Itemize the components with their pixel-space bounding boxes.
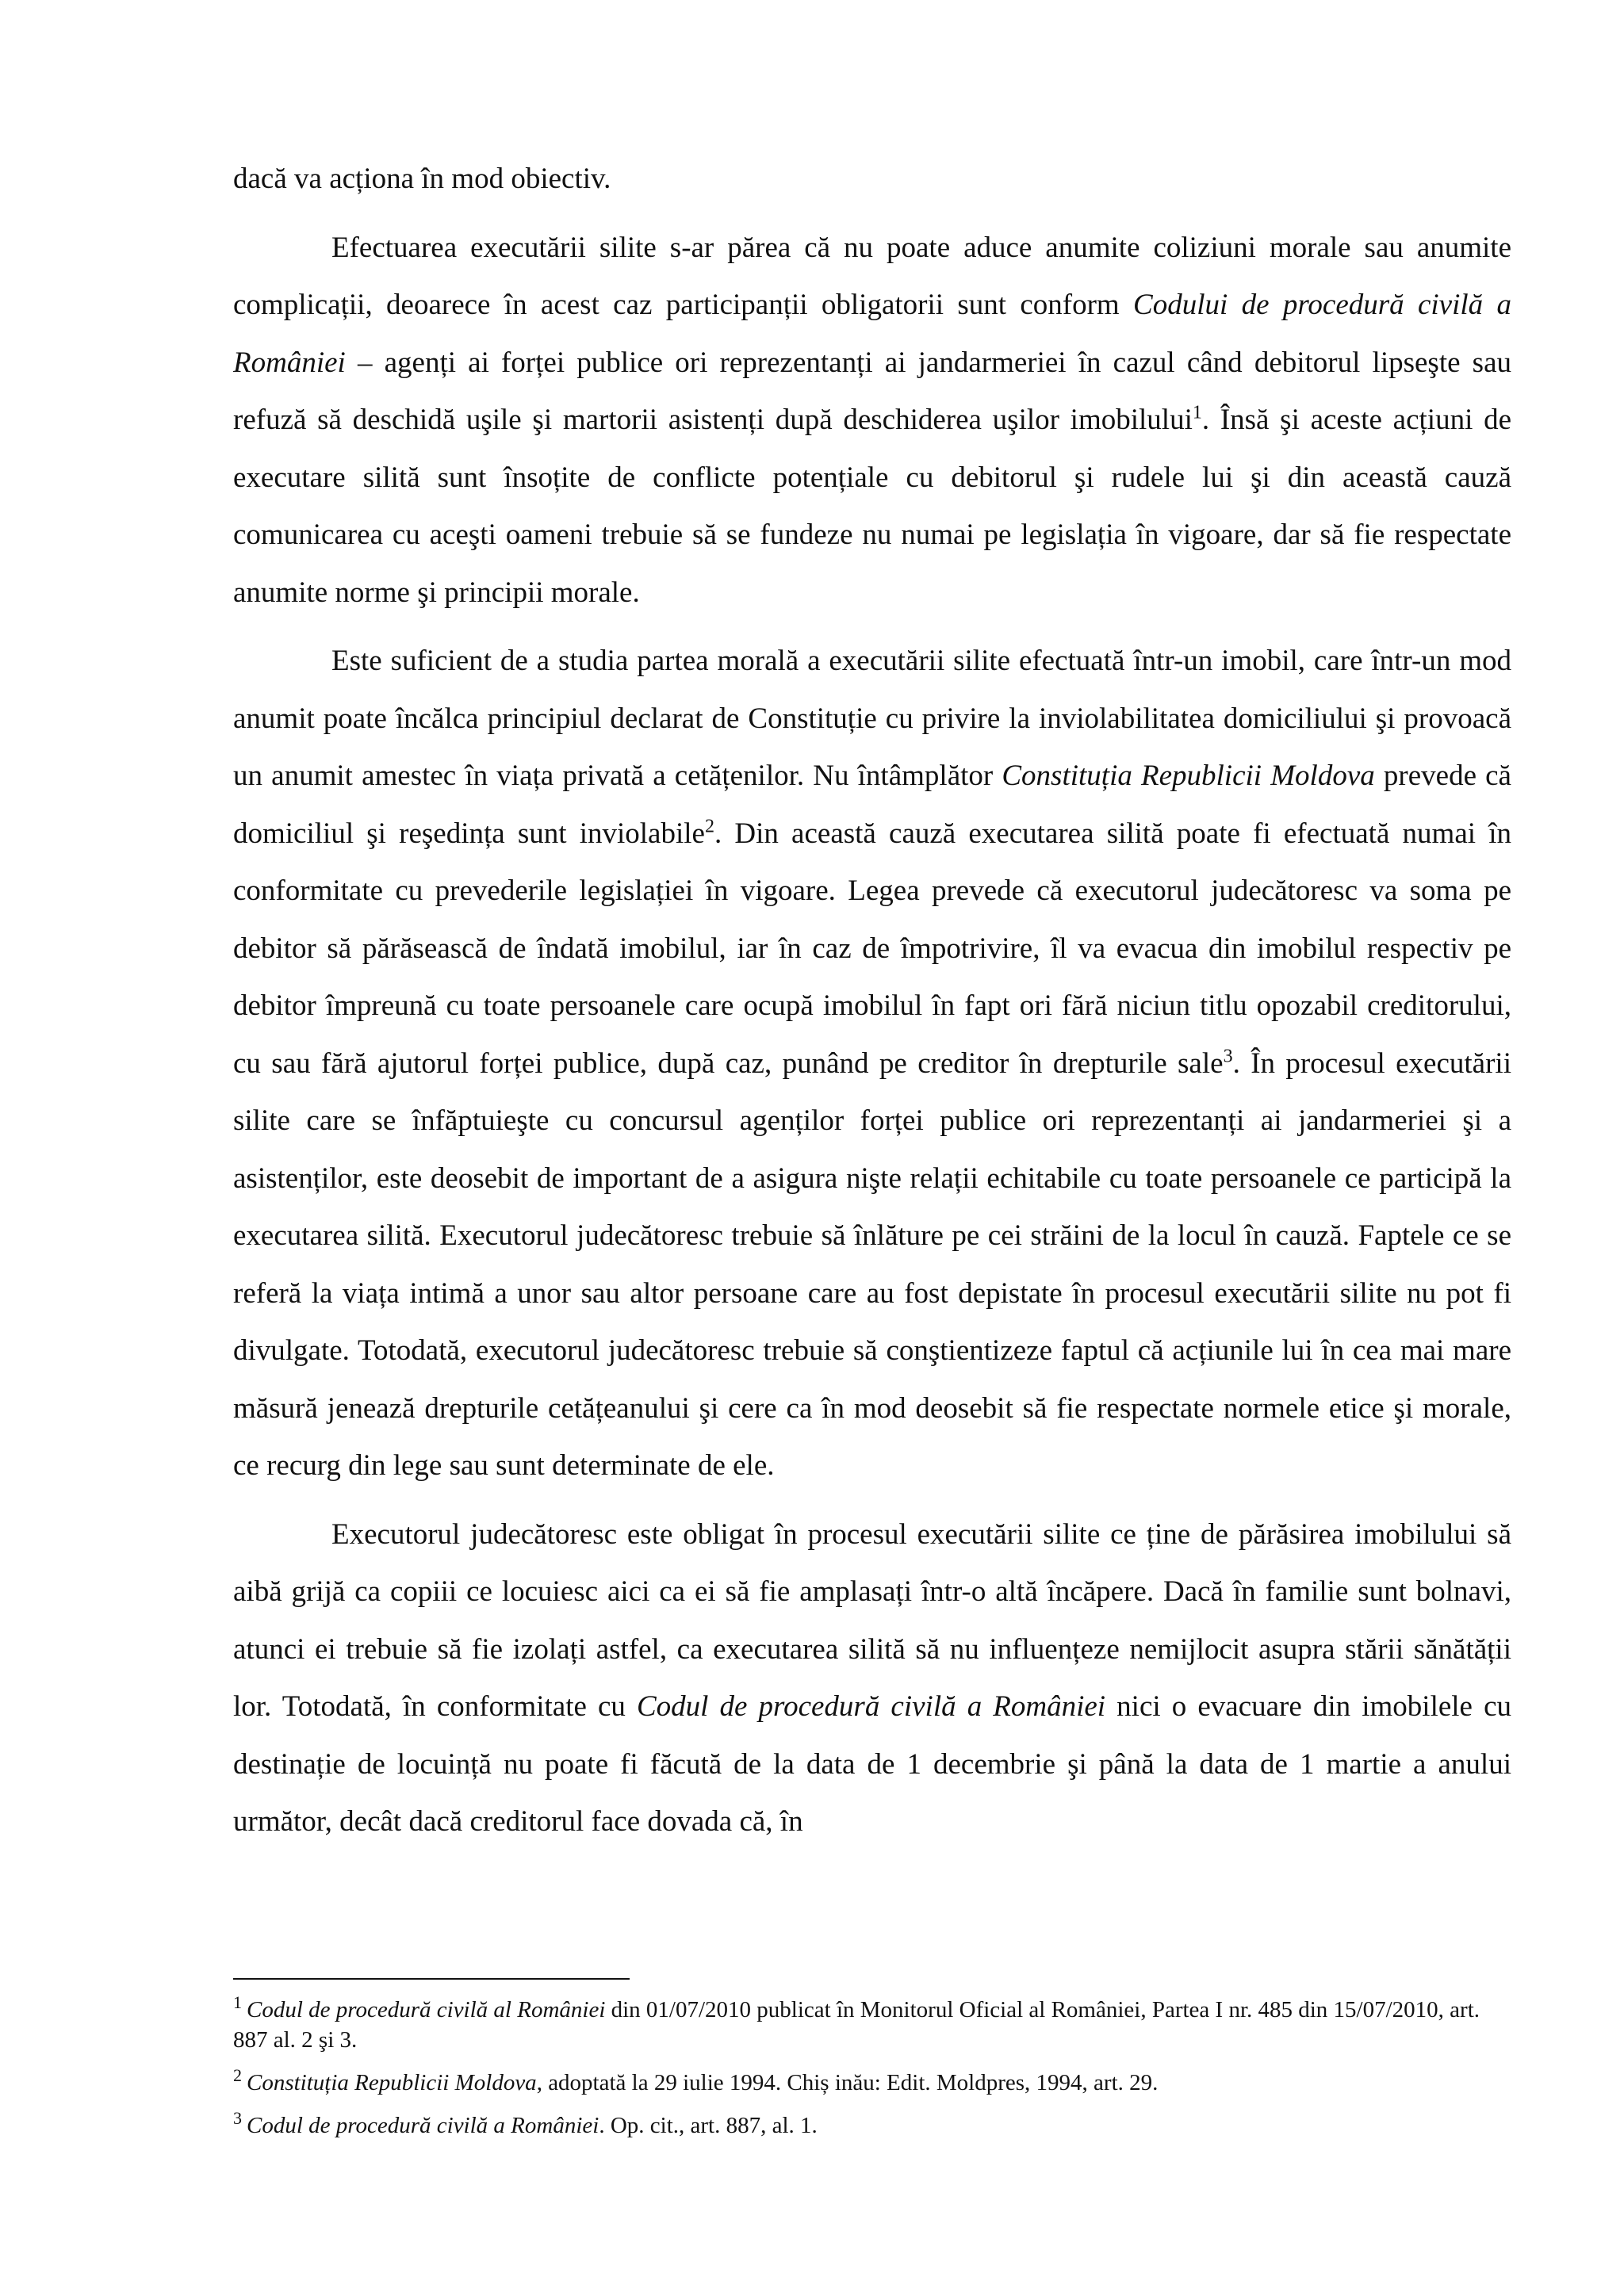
paragraph-text: dacă va acționa în mod obiectiv. <box>233 163 611 195</box>
cited-title: Codul de procedură civilă a României <box>247 2113 599 2138</box>
paragraph-text: – agenți ai forței publice ori reprezentanți ai jandarmeriei în cazul când debitorul lipseşte sau refuză să deschidă uşile şi martorii asistenți după deschiderea uşilor imobilului <box>233 346 1511 436</box>
cited-title: Codul de procedură civilă a României <box>637 1690 1106 1723</box>
footnote-2 <box>233 2065 1511 2098</box>
footnote-3 <box>233 2110 1511 2141</box>
footnote-number: 3 <box>233 2108 242 2129</box>
paragraph-text: Este suficient de a studia partea morală a executării silite efectuată într-un imobil, care într-un mod anumit poate încălca principiul declarat de Constituție cu privire la inviolabilitatea domiciliului şi provoacă un anumit amestec în viața privată a cetățenilor. Nu întâmplător <box>233 645 1511 792</box>
footnotes <box>233 1992 1511 2153</box>
footnote-reference: 1 <box>1192 402 1202 423</box>
footnote-number: 2 <box>233 2065 242 2086</box>
paragraph-text: . Însă şi aceste acțiuni de executare silită sunt însoțite de conflicte potențiale cu debitorul şi rudele lui şi din această cauză comunicarea cu aceşti oameni trebuie să se fundeze nu numai pe legislația în vigoare, dar să fie respectate anumite norme şi principii morale. <box>233 404 1511 609</box>
body-text <box>233 151 1511 1851</box>
paragraph-text: Efectuarea executării silite s-ar părea că nu poate aduce anumite coliziuni morale sau anumite complicații, deoarece în acest caz participanții obligatorii sunt conform <box>233 231 1511 321</box>
paragraph-continuation <box>233 151 1511 209</box>
footnote-reference: 3 <box>1223 1046 1233 1067</box>
cited-title: Codului de procedură civilă a României <box>233 289 1511 379</box>
footnote-text: , adoptată la 29 iulie 1994. Chiș inău: Edit. Moldpres, 1994, art. 29. <box>536 2070 1159 2095</box>
cited-title: Constituția Republicii Moldova <box>247 2070 537 2095</box>
paragraph-3 <box>233 1506 1511 1851</box>
footnote-number: 1 <box>233 1992 242 2013</box>
paragraph-text: nici o evacuare din imobilele cu destinație de locuință nu poate fi făcută de la data de 1 decembrie şi până la data de 1 martie a anului următor, decât dacă creditorul face dovada că, în <box>233 1690 1511 1838</box>
footnote-text: din 01/07/2010 publicat în Monitorul Oficial al României, Partea I nr. 485 din 15/07/2010, art. 887 al. 2 şi 3. <box>233 1997 1480 2053</box>
paragraph-1 <box>233 220 1511 622</box>
paragraph-2 <box>233 633 1511 1495</box>
cited-title: Codul de procedură civilă al României <box>247 1997 606 2022</box>
paragraph-text: Executorul judecătoresc este obligat în procesul executării silite ce ține de părăsirea imobilului să aibă grijă ca copiii ce locuiesc aici ca ei să fie amplasați într-o altă încăpere. Dacă în familie sunt bolnavi, atunci ei trebuie să fie izolați astfel, ca executarea silită să nu influențeze nemijlocit asupra stării sănătății lor. Totodată, în conformitate cu <box>233 1517 1511 1723</box>
paragraph-text: . Din această cauză executarea silită poate fi efectuată numai în conformitate cu prevederile legislației în vigoare. Legea prevede că executorul judecătoresc va soma pe debitor să părăsească de îndată imobilul, iar în caz de împotrivire, îl va evacua din imobilul respectiv pe debitor împreună cu toate persoanele care ocupă imobilul în fapt ori fără niciun titlu opozabil creditorului, cu sau fără ajutorul forței publice, după caz, punând pe creditor în drepturile sale <box>233 817 1511 1080</box>
footnote-separator <box>233 1978 630 1980</box>
footnote-1 <box>233 1992 1511 2055</box>
cited-title: Constituția Republicii Moldova <box>1002 760 1375 792</box>
paragraph-text: prevede că domiciliul şi reşedința sunt inviolabile <box>233 760 1511 850</box>
footnote-text: . Op. cit., art. 887, al. 1. <box>599 2113 818 2138</box>
paragraph-text: . În procesul executării silite care se înfăptuieşte cu concursul agenților forței publice ori reprezentanți ai jandarmeriei şi a asistenților, este deosebit de important de a asigura nişte relații echitabile cu toate persoanele ce participă la executarea silită. Executorul judecătoresc trebuie să înlăture pe cei străini de la locul în cauză. Faptele ce se referă la viața intimă a unor sau altor persoane care au fost depistate în procesul executării silite nu pot fi divulgate. Totodată, executorul judecătoresc trebuie să conştientizeze faptul că acțiunile lui în cea mai mare măsură jenează drepturile cetățeanului şi cere ca în mod deosebit să fie respectate normele etice şi morale, ce recurg din lege sau sunt determinate de ele. <box>233 1047 1511 1482</box>
footnote-reference: 2 <box>704 816 714 837</box>
